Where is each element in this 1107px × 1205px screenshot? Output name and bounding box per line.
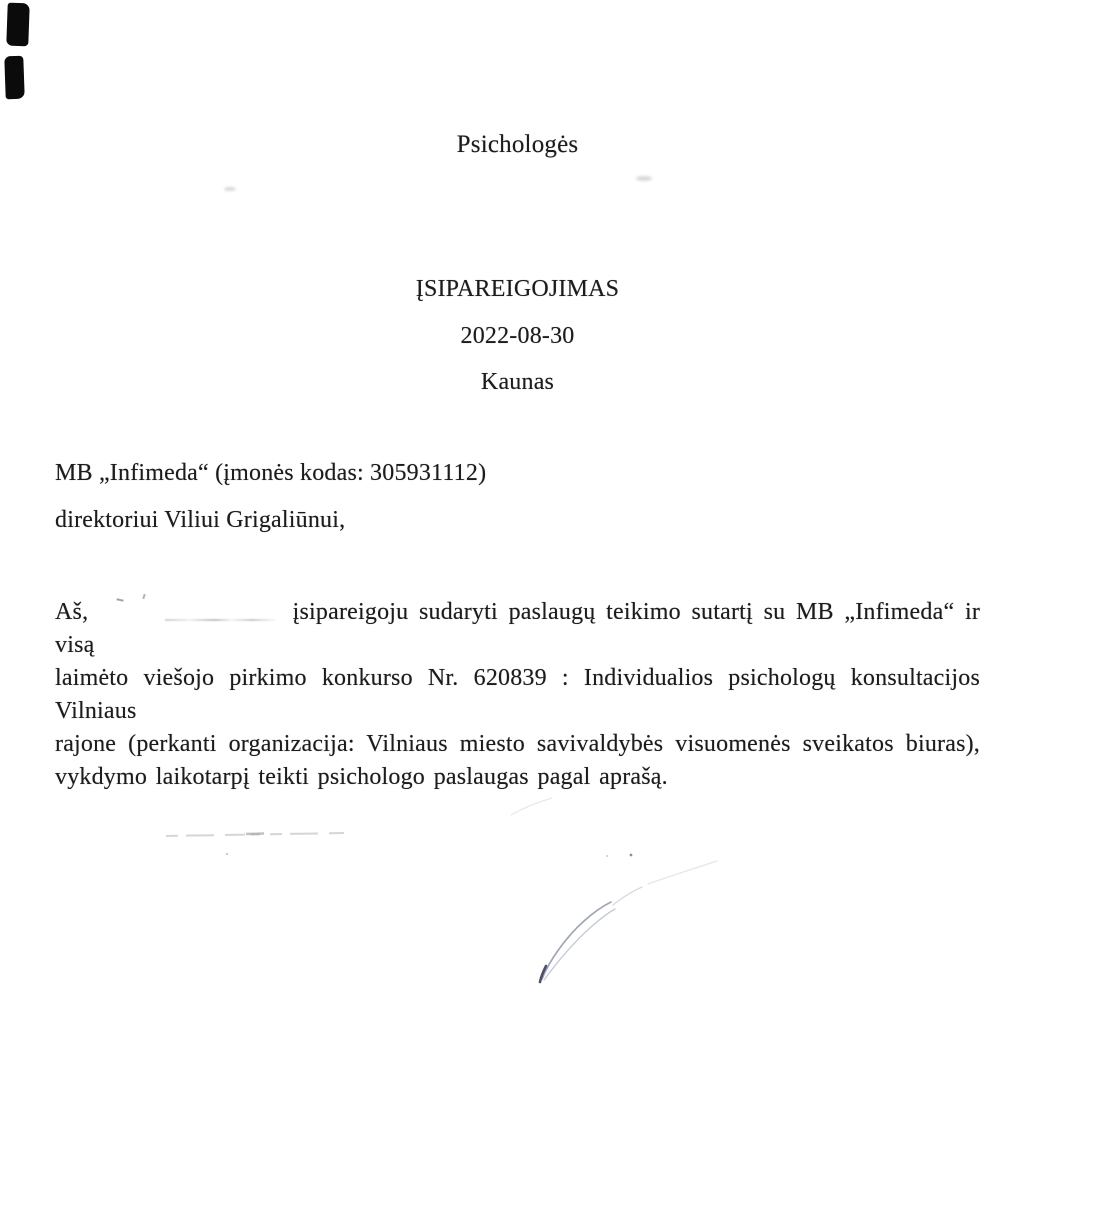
body-line-3: rajone (perkanti organizacija: Vilniaus miesto savivaldybės visuomenės sveikatos biuras), [55, 731, 980, 757]
erased-smudge-line [166, 833, 344, 836]
addressee-person: direktoriui Viliui Grigaliūnui, [55, 507, 346, 533]
body-line-1-prefix: Aš, [55, 599, 89, 625]
scan-artifact-mark [6, 3, 29, 47]
signature-ink-dot [606, 855, 608, 857]
scan-artifact-mark [4, 56, 24, 100]
addressee-block [55, 450, 980, 544]
erased-smudge-dark-segment [246, 834, 264, 835]
document-city: Kaunas [480, 369, 555, 395]
erased-name-trace [116, 594, 124, 601]
scan-smudge [636, 176, 652, 181]
addressee-company: MB „Infimeda“ (įmonės kodas: 305931112) [55, 460, 487, 486]
commitment-heading: ĮSIPAREIGOJIMAS [415, 276, 620, 302]
scan-smudge [224, 187, 236, 191]
body-line-2: laimėto viešojo pirkimo konkurso Nr. 620839 : Individualios psichologų konsultacijos Vilniaus [55, 665, 980, 724]
scan-speck [226, 853, 228, 855]
erased-name-trace [165, 619, 276, 621]
signature-stroke-main [542, 902, 611, 979]
signature-stroke-faint-3 [511, 798, 552, 815]
body-line-1-text: įsipareigoju sudaryti paslaugų teikimo sutartį su MB „Infimeda“ ir visą [55, 599, 981, 658]
signature-stroke-faint-1 [613, 887, 642, 905]
signature-stroke-parallel [544, 909, 615, 980]
erased-name-area [99, 609, 282, 619]
heading-block [55, 266, 980, 406]
document-date: 2022-08-30 [460, 322, 575, 349]
body-paragraph [55, 596, 980, 794]
body-line-4: vykdymo laikotarpį teikti psichologo paslaugas pagal aprašą. [55, 764, 668, 790]
signature-ink-dot [630, 854, 633, 857]
document-title: Psichologės [456, 131, 579, 158]
signature-tip [540, 966, 546, 982]
body-line-1 [55, 596, 980, 662]
erased-name-trace [142, 594, 145, 599]
signature-stroke-faint-2 [648, 861, 717, 884]
